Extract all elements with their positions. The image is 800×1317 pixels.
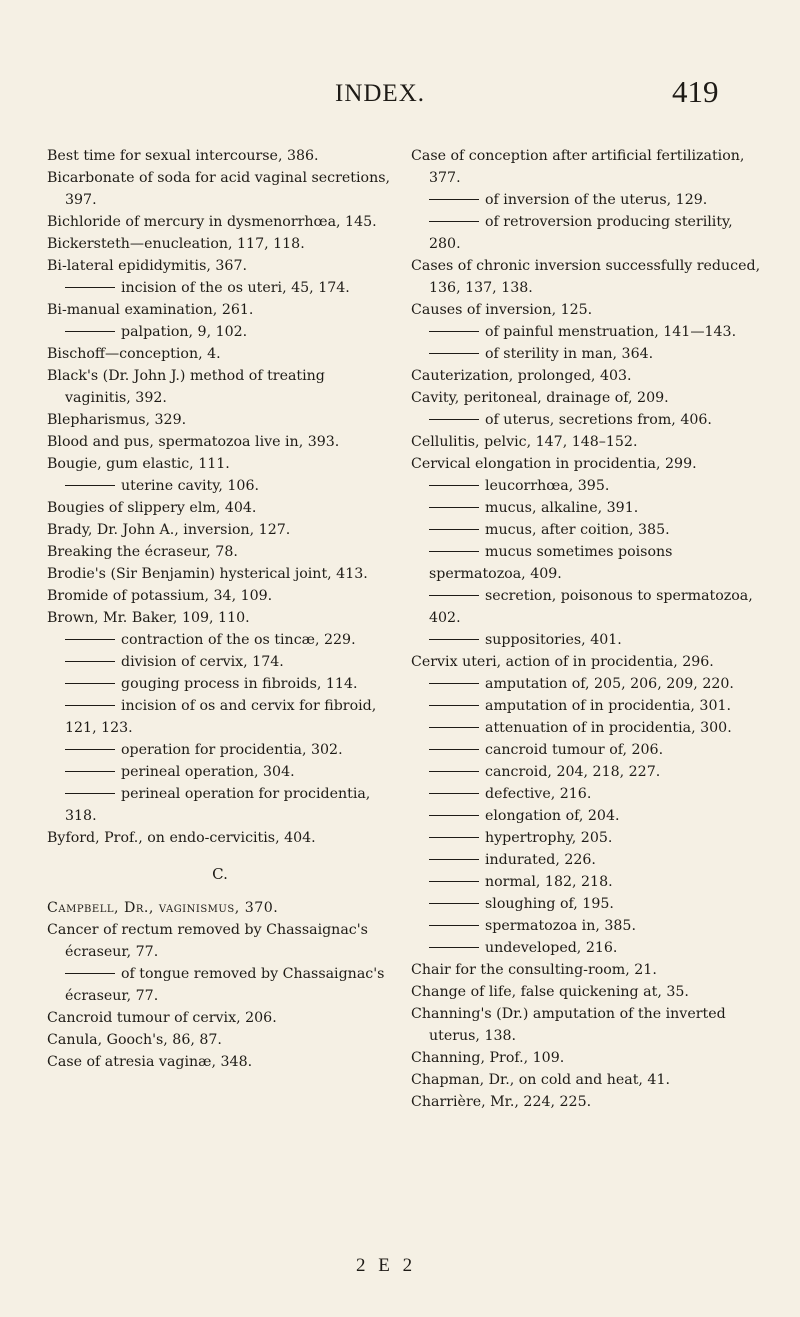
index-subentry: operation for procidentia, 302. <box>47 739 393 761</box>
ditto-dash <box>429 331 479 332</box>
ditto-dash <box>429 595 479 596</box>
ditto-dash <box>65 771 115 772</box>
ditto-dash <box>429 485 479 486</box>
index-entry: Bi-lateral epididymitis, 367. <box>47 258 247 274</box>
running-header-title: INDEX. <box>335 80 426 107</box>
index-entry: Byford, Prof., on endo-cervicitis, 404. <box>47 830 316 846</box>
index-subentry: sloughing of, 195. <box>411 893 763 915</box>
index-entry: Channing, Prof., 109. <box>411 1050 565 1066</box>
index-entry: Blood and pus, spermatozoa live in, 393. <box>47 434 340 450</box>
index-entry: Bougies of slippery elm, 404. <box>47 500 257 516</box>
index-subentry: of uterus, secretions from, 406. <box>411 409 763 431</box>
index-subentry: hypertrophy, 205. <box>411 827 763 849</box>
index-subentry: of painful menstruation, 141—143. <box>411 321 763 343</box>
ditto-dash <box>429 749 479 750</box>
index-entry: Chapman, Dr., on cold and heat, 41. <box>411 1072 670 1088</box>
index-subentry: amputation of in procidentia, 301. <box>411 695 763 717</box>
index-subentry: of sterility in man, 364. <box>411 343 763 365</box>
ditto-dash <box>429 529 479 530</box>
index-subentry: uterine cavity, 106. <box>47 475 393 497</box>
ditto-dash <box>65 749 115 750</box>
index-column-right <box>411 145 763 1113</box>
ditto-dash <box>429 837 479 838</box>
ditto-dash <box>65 683 115 684</box>
index-subentry: attenuation of in procidentia, 300. <box>411 717 763 739</box>
index-column-left <box>47 145 393 1073</box>
index-entry: Bichloride of mercury in dysmenorrhœa, 145. <box>47 214 377 230</box>
index-entry: Canula, Gooch's, 86, 87. <box>47 1032 222 1048</box>
ditto-dash <box>429 859 479 860</box>
index-entry: Cervix uteri, action of in procidentia, 296. <box>411 654 714 670</box>
index-subentry: secretion, poisonous to spermatozoa, 402. <box>429 588 753 626</box>
index-subentry: undeveloped, 216. <box>411 937 763 959</box>
index-entry: Brady, Dr. John A., inversion, 127. <box>47 522 291 538</box>
index-subentry: indurated, 226. <box>411 849 763 871</box>
index-subentry: mucus sometimes poisons spermatozoa, 409. <box>429 544 673 582</box>
index-subentry: gouging process in fibroids, 114. <box>47 673 393 695</box>
ditto-dash <box>429 551 479 552</box>
index-entry: Brown, Mr. Baker, 109, 110. <box>47 610 250 626</box>
ditto-dash <box>65 287 115 288</box>
section-letter: C. <box>212 865 228 883</box>
index-subentry: of tongue removed by Chassaignac's écraseur, 77. <box>65 966 385 1004</box>
index-entry: Bicarbonate of soda for acid vaginal secretions, 397. <box>47 170 391 208</box>
index-entry: Breaking the écraseur, 78. <box>47 544 238 560</box>
index-entry: Campbell, Dr., vaginismus, 370. <box>47 900 279 916</box>
ditto-dash <box>65 639 115 640</box>
index-entry: Cases of chronic inversion successfully reduced, 136, 137, 138. <box>411 258 761 296</box>
index-subentry: mucus, after coition, 385. <box>411 519 763 541</box>
ditto-dash <box>429 221 479 222</box>
index-subentry: normal, 182, 218. <box>411 871 763 893</box>
ditto-dash <box>429 815 479 816</box>
ditto-dash <box>429 771 479 772</box>
index-subentry: cancroid, 204, 218, 227. <box>411 761 763 783</box>
ditto-dash <box>429 793 479 794</box>
signature-mark: 2 E 2 <box>356 1255 417 1276</box>
ditto-dash <box>429 903 479 904</box>
index-entry: Cellulitis, pelvic, 147, 148–152. <box>411 434 638 450</box>
ditto-dash <box>429 507 479 508</box>
index-entry: Black's (Dr. John J.) method of treating vaginitis, 392. <box>47 368 325 406</box>
page-number: 419 <box>672 74 719 109</box>
index-entry: Best time for sexual intercourse, 386. <box>47 148 319 164</box>
index-subentry: mucus, alkaline, 391. <box>411 497 763 519</box>
index-entry: Cauterization, prolonged, 403. <box>411 368 632 384</box>
index-entry: Cancer of rectum removed by Chassaignac's écraseur, 77. <box>47 922 368 960</box>
index-subentry: of retroversion producing sterility, 280. <box>429 214 733 252</box>
ditto-dash <box>65 793 115 794</box>
index-entry: Bischoff—conception, 4. <box>47 346 221 362</box>
ditto-dash <box>65 331 115 332</box>
index-entry: Case of conception after artificial fertilization, 377. <box>411 148 745 186</box>
ditto-dash <box>65 485 115 486</box>
index-subentry: elongation of, 204. <box>411 805 763 827</box>
index-entry: Chair for the consulting-room, 21. <box>411 962 657 978</box>
ditto-dash <box>429 881 479 882</box>
index-subentry: perineal operation, 304. <box>47 761 393 783</box>
index-subentry: of inversion of the uterus, 129. <box>411 189 763 211</box>
index-entry: Bougie, gum elastic, 111. <box>47 456 230 472</box>
index-subentry: division of cervix, 174. <box>47 651 393 673</box>
index-entry: Change of life, false quickening at, 35. <box>411 984 689 1000</box>
index-entry: Blepharismus, 329. <box>47 412 187 428</box>
index-subentry: incision of os and cervix for fibroid, 121, 123. <box>65 698 377 736</box>
index-entry: Bromide of potassium, 34, 109. <box>47 588 273 604</box>
ditto-dash <box>429 199 479 200</box>
index-subentry: suppositories, 401. <box>411 629 763 651</box>
index-entry: Cervical elongation in procidentia, 299. <box>411 456 697 472</box>
ditto-dash <box>65 705 115 706</box>
ditto-dash <box>429 727 479 728</box>
index-entry: Bi-manual examination, 261. <box>47 302 254 318</box>
index-entry: Charrière, Mr., 224, 225. <box>411 1094 592 1110</box>
ditto-dash <box>429 419 479 420</box>
index-entry: Cancroid tumour of cervix, 206. <box>47 1010 277 1026</box>
ditto-dash <box>429 639 479 640</box>
ditto-dash <box>429 683 479 684</box>
index-entry: Channing's (Dr.) amputation of the inverted uterus, 138. <box>411 1006 726 1044</box>
ditto-dash <box>429 947 479 948</box>
index-entry: Bickersteth—enucleation, 117, 118. <box>47 236 305 252</box>
index-entry: Causes of inversion, 125. <box>411 302 593 318</box>
ditto-dash <box>65 661 115 662</box>
index-subentry: cancroid tumour of, 206. <box>411 739 763 761</box>
index-entry: Case of atresia vaginæ, 348. <box>47 1054 253 1070</box>
ditto-dash <box>429 705 479 706</box>
index-subentry: amputation of, 205, 206, 209, 220. <box>411 673 763 695</box>
index-subentry: leucorrhœa, 395. <box>411 475 763 497</box>
index-subentry: defective, 216. <box>411 783 763 805</box>
index-subentry: contraction of the os tincæ, 229. <box>47 629 393 651</box>
index-entry: Brodie's (Sir Benjamin) hysterical joint, 413. <box>47 566 368 582</box>
index-entry: Cavity, peritoneal, drainage of, 209. <box>411 390 669 406</box>
ditto-dash <box>65 973 115 974</box>
ditto-dash <box>429 925 479 926</box>
ditto-dash <box>429 353 479 354</box>
index-subentry: spermatozoa in, 385. <box>411 915 763 937</box>
index-subentry: perineal operation for procidentia, 318. <box>65 786 371 824</box>
index-subentry: palpation, 9, 102. <box>47 321 393 343</box>
index-subentry: incision of the os uteri, 45, 174. <box>47 277 393 299</box>
